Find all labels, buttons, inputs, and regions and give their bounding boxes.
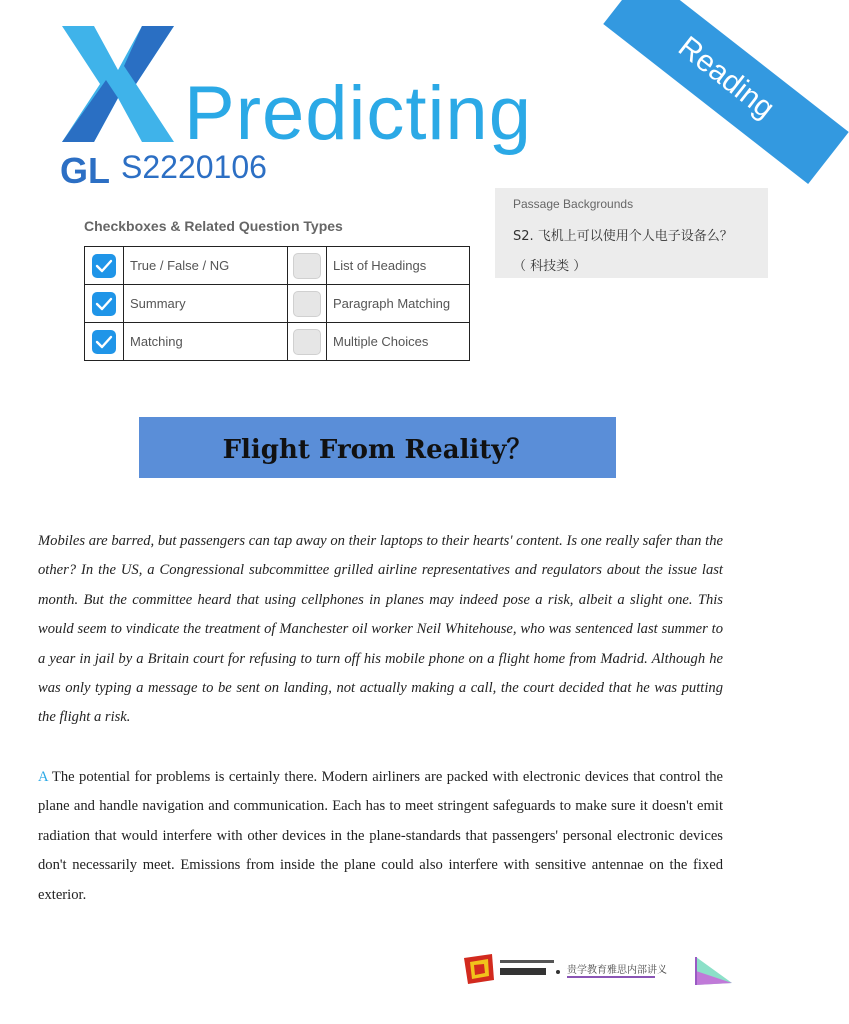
checkbox-unchecked-icon[interactable] [293, 329, 321, 355]
checkbox-checked-icon[interactable] [92, 254, 116, 278]
passage-intro-paragraph: Mobiles are barred, but passengers can tap away on their laptops to their hearts' content. Is one really safer than the other? In the US, a Congressional subcommittee grilled airline representatives and regulators about the issue last month. But the committee heard that using cellphones in planes may indeed pose a risk, albeit a slight one. This would seem to vindicate the treatment of Manchester oil worker Neil Whitehouse, who was sentenced last summer to a year in jail by a Britain court for refusing to turn off his mobile phone on a flight home from Madrid. Although he was only typing a message to be sent on landing, not actually making a call, the court decided that he was putting the flight a risk. [38, 533, 723, 726]
checkbox-section-title: Checkboxes & Related Question Types [84, 218, 343, 234]
passage-background-topic: S2. 飞机上可以使用个人电子设备么？ [513, 229, 733, 244]
footer-school-logo-icon [462, 952, 562, 986]
question-type-label: True / False / NG [124, 247, 288, 285]
passage-title-bar [139, 417, 616, 478]
question-types-table [84, 246, 470, 361]
paragraph-marker: A [38, 769, 48, 785]
checkbox-checked-icon[interactable] [92, 330, 116, 354]
passage-background-title: Passage Backgrounds [513, 197, 634, 211]
table-row [85, 247, 470, 285]
ribbon-label: Reading [672, 30, 781, 126]
code-prefix: GL [60, 150, 110, 191]
question-type-label: List of Headings [327, 247, 470, 285]
checkbox-checked-icon[interactable] [92, 292, 116, 316]
brand-name: Predicting [184, 71, 532, 156]
table-row [85, 285, 470, 323]
passage-background-category: （ 科技类 ） [513, 259, 587, 274]
passage-title: Flight From Reality？ [222, 435, 533, 465]
question-type-label: Matching [124, 323, 288, 361]
table-row [85, 323, 470, 361]
paragraph-a-text: The potential for problems is certainly there. Modern airliners are packed with electronic devices that control the plane and handle navigation and communication. Each has to meet stringent safeguards to make sure it doesn't emit radiation that would interfere with other devices in the plane-standards that passengers' personal electronic devices don't necessarily meet. Emissions from inside the plane could also interfere with sensitive antennae on the fixed exterior. [38, 769, 723, 903]
passage-paragraph-a [38, 763, 723, 910]
footer-divider [567, 976, 655, 978]
checkbox-unchecked-icon[interactable] [293, 253, 321, 279]
question-type-label: Paragraph Matching [327, 285, 470, 323]
question-type-label: Multiple Choices [327, 323, 470, 361]
checkbox-unchecked-icon[interactable] [293, 291, 321, 317]
brand-logo-x-icon [58, 26, 178, 142]
footer-triangle-icon [694, 955, 734, 987]
footer-text: 贵学教育雅思内部讲义 [567, 965, 667, 976]
reading-ribbon [558, 0, 781, 170]
question-type-label: Summary [124, 285, 288, 323]
passage-background-panel [495, 188, 768, 278]
document-code: S2220106 [121, 149, 267, 185]
